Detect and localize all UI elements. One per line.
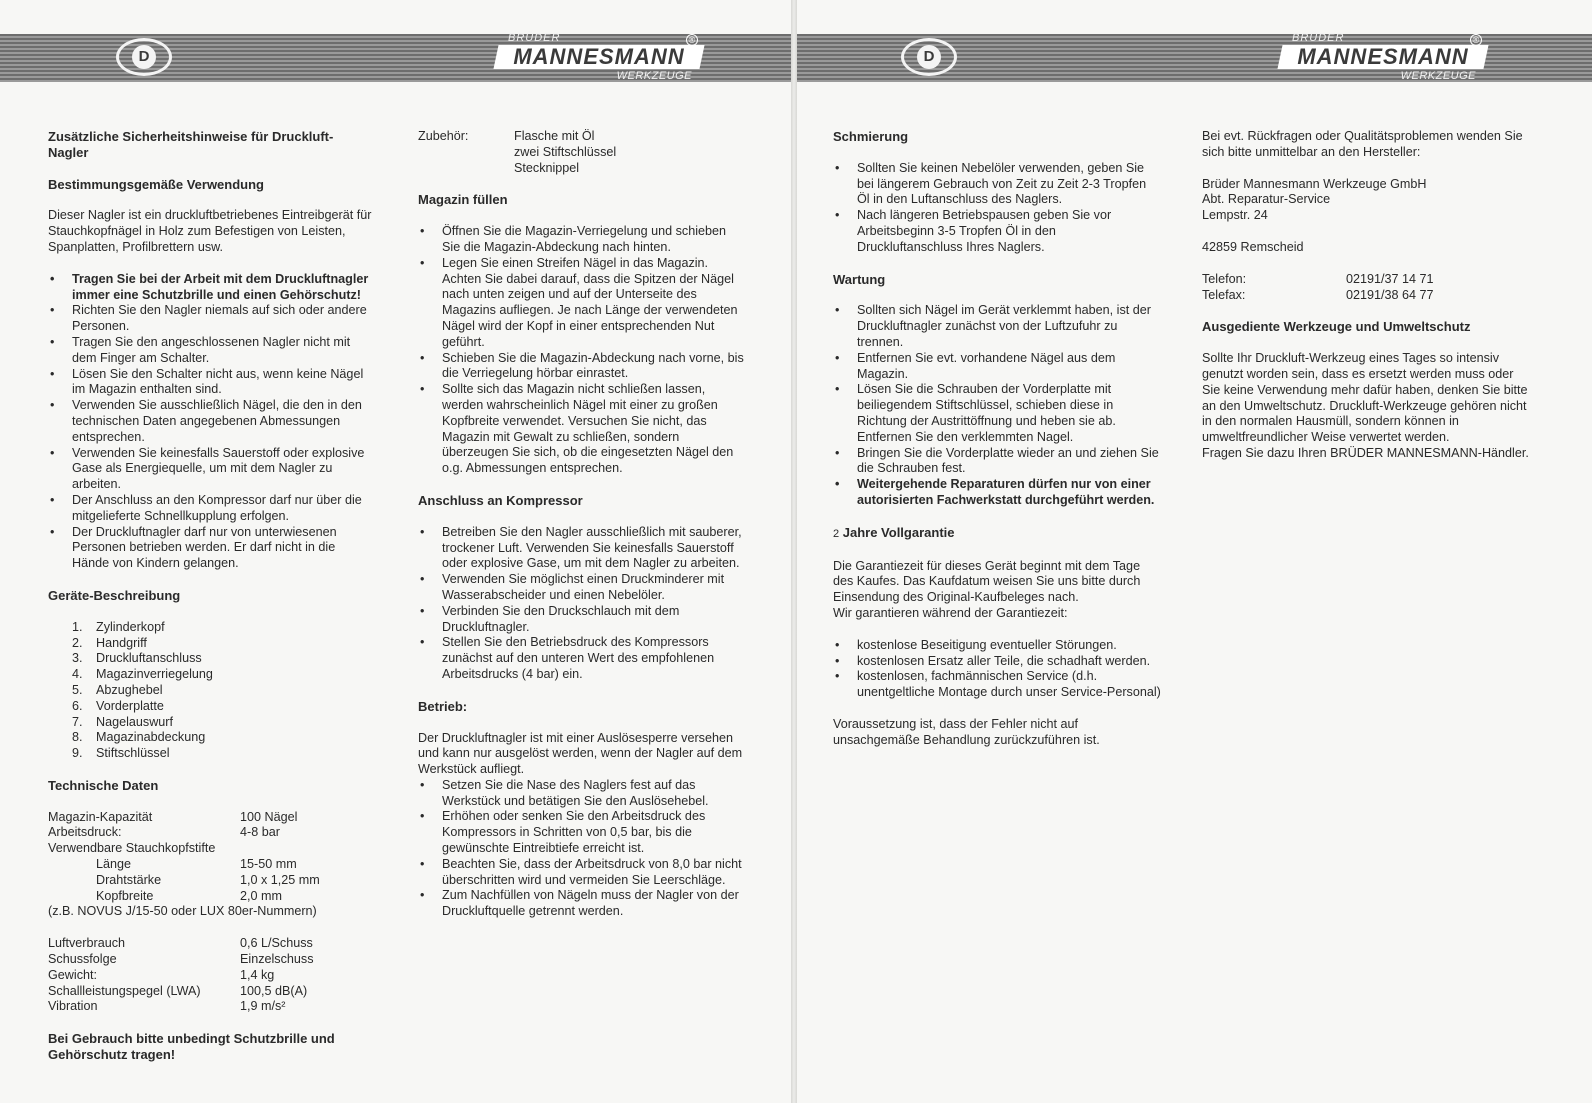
phone-block: [1202, 272, 1532, 304]
list-item: • Zum Nachfüllen von Nägeln muss der Nagler von der Druckluftquelle getrennt werden.: [418, 888, 746, 920]
column-1: [48, 129, 373, 1063]
list-item: • Tragen Sie den angeschlossenen Nagler nicht mit dem Finger am Schalter.: [48, 335, 373, 367]
spec-row: [48, 810, 373, 826]
spec-label: Luftverbrauch: [48, 936, 126, 951]
spec-row: [48, 952, 373, 968]
column-2: [418, 129, 746, 936]
part-number: 8.: [72, 730, 83, 745]
fax-number: 02191/38 64 77: [1346, 287, 1434, 302]
department: Abt. Reparatur-Service: [1202, 192, 1331, 207]
brand-logo: [1280, 32, 1490, 84]
list-item: • Legen Sie einen Streifen Nägel in das Magazin. Achten Sie dabei darauf, dass die Spitzen der Nägel nach unten zeigen und auf der Unterseite des Magazins aufliegen. Je nach Länge der verwendeten Nägel wird der Kopf in einer entsprechenden Nut geführt.: [418, 256, 746, 351]
country-badge: [116, 38, 172, 76]
environment-text-2: Fragen Sie dazu Ihren BRÜDER MANNESMANN-Händler.: [1202, 445, 1529, 460]
spec-label: Schussfolge: [48, 952, 117, 967]
list-item: • Lösen Sie die Schrauben der Vorderplatte mit beiliegendem Stiftschlüssel, schieben diese in Richtung der Austrittöffnung und heben sie ab. Entfernen Sie den verklemmten Nagel.: [833, 382, 1161, 445]
spec-note: (z.B. NOVUS J/15-50 oder LUX 80er-Nummern): [48, 904, 317, 919]
list-item: [48, 715, 373, 731]
warranty-text: Die Garantiezeit für dieses Gerät beginnt mit dem Tage des Kaufes. Das Kaufdatum weisen Sie uns bitte durch Einsendung des Original-Kaufbeleges nach.: [833, 558, 1141, 605]
list-item: [48, 746, 373, 762]
spec-value: 1,4 kg: [240, 967, 275, 982]
operation-heading: Betrieb:: [418, 698, 468, 714]
accessories-label: Zubehör:: [418, 129, 469, 143]
list-item: • Stellen Sie den Betriebsdruck des Kompressors zunächst auf den unteren Wert des empfohlenen Arbeitsdrucks (4 bar) ein.: [418, 635, 746, 682]
spec-label: Drahtstärke: [96, 872, 162, 887]
list-item: • Tragen Sie bei der Arbeit mit dem Druckluftnagler immer eine Schutzbrille und einen Gehörschutz!: [48, 272, 373, 304]
right-page: [797, 0, 1592, 1103]
usage-heading: Bestimmungsgemäße Verwendung: [48, 176, 264, 192]
street: Lempstr. 24: [1202, 208, 1268, 223]
logo-registered: ®: [1470, 34, 1482, 46]
list-item: [48, 620, 373, 636]
list-item: • Verwenden Sie möglichst einen Druckminderer mit Wasserabscheider und einen Nebelöler.: [418, 572, 746, 604]
part-number: 5.: [72, 682, 83, 697]
list-item: • Erhöhen oder senken Sie den Arbeitsdruck des Kompressors in Schritten von 0,5 bar, bis die gewünschte Eintreibtiefe erreicht ist.: [418, 809, 746, 856]
part-number: 6.: [72, 698, 83, 713]
maintenance-heading: Wartung: [833, 271, 886, 287]
tech-heading: Technische Daten: [48, 777, 159, 793]
logo-wordmark-box: [493, 45, 704, 69]
list-item: [48, 683, 373, 699]
list-item: [48, 730, 373, 746]
list-item: • Verwenden Sie keinesfalls Sauerstoff oder explosive Gase als Energiequelle, um mit dem Nagler zu arbeiten.: [48, 446, 373, 493]
spec-label: Schallleistungspegel (LWA): [48, 983, 201, 998]
list-item: • Beachten Sie, dass der Arbeitsdruck von 8,0 bar nicht überschritten wird und vermeiden Sie Leerschläge.: [418, 857, 746, 889]
spec-label: Magazin-Kapazität: [48, 809, 153, 824]
list-item: • Bringen Sie die Vorderplatte wieder an und ziehen Sie die Schrauben fest.: [833, 446, 1161, 478]
part-number: 4.: [72, 667, 83, 682]
warranty-heading: [833, 525, 1161, 543]
spec-label: Länge: [96, 857, 132, 872]
accessory-item: Stecknippel: [514, 160, 580, 175]
city: 42859 Remscheid: [1202, 239, 1304, 254]
phone-label: Telefon:: [1202, 271, 1247, 286]
list-item: [48, 667, 373, 683]
list-item: • Der Druckluftnagler darf nur von unterwiesenen Personen betrieben werden. Er darf nicht in die Hände von Kindern gelangen.: [48, 525, 373, 572]
parts-list: [48, 620, 373, 762]
fax-label: Telefax:: [1202, 287, 1246, 302]
spec-row: [48, 984, 373, 1000]
part-name: Magazinabdeckung: [96, 730, 206, 745]
spec-value: 15-50 mm: [240, 857, 297, 872]
list-item: • Weitergehende Reparaturen dürfen nur von einer autorisierten Fachwerkstatt durchgeführt werden.: [833, 477, 1161, 509]
spec-row: [48, 857, 373, 873]
company-name: Brüder Mannesmann Werkzeuge GmbH: [1202, 176, 1427, 191]
list-item: • Betreiben Sie den Nagler ausschließlich mit sauberer, trockener Luft. Verwenden Sie keinesfalls Sauerstoff oder explosive Gase, um mit dem Nagler zu arbeiten.: [418, 525, 746, 572]
part-name: Stiftschlüssel: [96, 746, 170, 761]
list-item: • Entfernen Sie evt. vorhandene Nägel aus dem Magazin.: [833, 351, 1161, 383]
list-item: • Schieben Sie die Magazin-Abdeckung nach vorne, bis die Verriegelung hörbar einrastet.: [418, 351, 746, 383]
accessories: [418, 129, 746, 176]
list-item: • Verwenden Sie ausschließlich Nägel, die den in den technischen Daten angegebenen Abmessungen entsprechen.: [48, 398, 373, 445]
phone-number: 02191/37 14 71: [1346, 271, 1434, 286]
list-item: • kostenlosen Ersatz aller Teile, die schadhaft werden.: [833, 654, 1161, 670]
environment-heading: Ausgediente Werkzeuge und Umweltschutz: [1202, 319, 1471, 335]
spec-label: Vibration: [48, 999, 98, 1014]
spec-row: [48, 999, 373, 1015]
fax-row: [1202, 288, 1532, 304]
list-item: • Richten Sie den Nagler niemals auf sich oder andere Personen.: [48, 303, 373, 335]
spec-sub-label: Verwendbare Stauchkopfstifte: [48, 841, 216, 856]
part-number: 2.: [72, 635, 83, 650]
logo-bottom-text: WERKZEUGE: [1400, 70, 1476, 82]
list-item: • Sollten sich Nägel im Gerät verklemmt haben, ist der Druckluftnagler zunächst von der Luftzufuhr zu trennen.: [833, 303, 1161, 350]
list-item: • Nach längeren Betriebspausen geben Sie vor Arbeitsbeginn 3-5 Tropfen Öl in den Druckluftanschluss Ihres Naglers.: [833, 208, 1161, 255]
spec-label: Arbeitsdruck:: [48, 825, 122, 840]
logo-wordmark-box: [1277, 45, 1488, 69]
spec-value: 100,5 dB(A): [240, 983, 308, 998]
list-item: • Sollten Sie keinen Nebelöler verwenden, geben Sie bei längerem Gebrauch von Zeit zu Zeit 2-3 Tropfen Öl in den Luftanschluss des Naglers.: [833, 161, 1161, 208]
tech-specs-a: [48, 810, 373, 921]
part-name: Zylinderkopf: [96, 619, 165, 634]
part-number: 3.: [72, 651, 83, 666]
logo-top-text: BRÜDER: [508, 32, 561, 44]
brand-logo: [496, 32, 706, 84]
maintenance-list: [833, 303, 1161, 508]
list-item: • kostenlose Beseitigung eventueller Störungen.: [833, 638, 1161, 654]
description-heading: Geräte-Beschreibung: [48, 587, 181, 603]
magazine-list: [418, 224, 746, 477]
lubrication-heading: Schmierung: [833, 129, 909, 144]
spec-value: 2,0 mm: [240, 888, 282, 903]
list-item: [48, 699, 373, 715]
spec-row: [48, 968, 373, 984]
list-item: [48, 636, 373, 652]
list-item: • kostenlosen, fachmännischen Service (d.h. unentgeltliche Montage durch unser Service-Personal): [833, 669, 1161, 701]
logo-registered: ®: [686, 34, 698, 46]
badge-letter: D: [917, 45, 941, 69]
spec-row: [48, 873, 373, 889]
part-name: Nagelauswurf: [96, 714, 174, 729]
part-name: Handgriff: [96, 635, 147, 650]
compressor-list: [418, 525, 746, 683]
address-block: [1202, 177, 1532, 224]
safety-list: [48, 272, 373, 572]
spec-label: Gewicht:: [48, 967, 97, 982]
warranty-years: 2: [833, 527, 840, 540]
spec-value: 0,6 L/Schuss: [240, 936, 313, 951]
part-number: 1.: [72, 619, 83, 634]
usage-text: Dieser Nagler ist ein druckluftbetriebenes Eintreibgerät für Stauchkopfnägel in Holz zum Befestigen von Leisten, Spanplatten, Profilbrettern usw.: [48, 208, 372, 254]
warranty-title: Jahre Vollgarantie: [842, 524, 955, 540]
operation-list: [418, 778, 746, 920]
part-number: 7.: [72, 714, 83, 729]
logo-top-text: BRÜDER: [1292, 32, 1345, 44]
badge-letter: D: [132, 45, 156, 69]
logo-wordmark: MANNESMANN: [1297, 44, 1469, 69]
spec-row: [48, 889, 373, 905]
contact-intro: Bei evt. Rückfragen oder Qualitätsproblemen wenden Sie sich bitte unmittelbar an den Hersteller:: [1202, 129, 1523, 159]
spec-value: 1,0 x 1,25 mm: [240, 872, 320, 887]
part-number: 9.: [72, 746, 83, 761]
list-item: • Sollte sich das Magazin nicht schließen lassen, werden wahrscheinlich Nägel mit einer zu großen Kopfbreite verwendet. Versuchen Sie nicht, das Magazin mit Gewalt zu schließen, sondern überzeugen Sie sich, ob die eingesetzten Nägel den o.g. Abmessungen entsprechen.: [418, 382, 746, 477]
environment-text: Sollte Ihr Druckluft-Werkzeug eines Tages so intensiv genutzt worden sein, dass es ersetzt werden muss oder Sie keine Verwendung mehr dafür haben, denken Sie bitte an den Umweltschutz. Druckluft-Werkzeuge gehören nicht in den normalen Hausmüll, sondern können in umweltfreundlicher Weise verwertet werden.: [1202, 351, 1528, 445]
accessory-item: Flasche mit Öl: [514, 129, 595, 143]
part-name: Magazinverriegelung: [96, 667, 213, 682]
warranty-condition: Voraussetzung ist, dass der Fehler nicht auf unsachgemäße Behandlung zurückzuführen ist.: [833, 716, 1100, 747]
list-item: • Öffnen Sie die Magazin-Verriegelung und schieben Sie die Magazin-Abdeckung nach hinten.: [418, 224, 746, 256]
operation-text: Der Druckluftnagler ist mit einer Auslösesperre versehen und kann nur ausgelöst werden, wenn der Nagler auf dem Werkstück aufliegt.: [418, 730, 743, 777]
accessory-item: zwei Stiftschlüssel: [514, 144, 617, 159]
warranty-list: [833, 638, 1161, 701]
list-item: [48, 651, 373, 667]
list-item: • Setzen Sie die Nase des Naglers fest auf das Werkstück und betätigen Sie den Auslösehebel.: [418, 778, 746, 810]
part-name: Abzughebel: [96, 682, 163, 697]
logo-wordmark: MANNESMANN: [513, 44, 685, 69]
spec-row: [48, 825, 373, 841]
phone-row: [1202, 272, 1532, 288]
compressor-heading: Anschluss an Kompressor: [418, 492, 583, 508]
tech-specs-b: [48, 936, 373, 1015]
warranty-text-2: Wir garantieren während der Garantiezeit:: [833, 605, 1068, 620]
final-warning: Bei Gebrauch bitte unbedingt Schutzbrille und Gehörschutz tragen!: [48, 1031, 335, 1063]
column-4: [1202, 129, 1532, 478]
country-badge: [901, 38, 957, 76]
list-item: • Lösen Sie den Schalter nicht aus, wenn keine Nägel im Magazin enthalten sind.: [48, 367, 373, 399]
left-page: [0, 0, 793, 1103]
part-name: Druckluftanschluss: [96, 651, 202, 666]
part-name: Vorderplatte: [96, 698, 164, 713]
spec-value: 1,9 m/s²: [240, 999, 286, 1014]
list-item: • Der Anschluss an den Kompressor darf nur über die mitgelieferte Schnellkupplung erfolgen.: [48, 493, 373, 525]
spec-row: [48, 936, 373, 952]
accessories-items: [514, 129, 616, 176]
list-item: • Verbinden Sie den Druckschlauch mit dem Druckluftnagler.: [418, 604, 746, 636]
lubrication-list: [833, 161, 1161, 256]
spec-value: 4-8 bar: [240, 825, 280, 840]
logo-bottom-text: WERKZEUGE: [616, 70, 692, 82]
spec-value: Einzelschuss: [240, 952, 314, 967]
column-3: [833, 129, 1161, 765]
spec-value: 100 Nägel: [240, 809, 298, 824]
safety-title: Zusätzliche Sicherheitshinweise für Druckluft-Nagler: [48, 129, 334, 160]
magazine-heading: Magazin füllen: [418, 192, 508, 208]
spec-label: Kopfbreite: [96, 888, 154, 903]
